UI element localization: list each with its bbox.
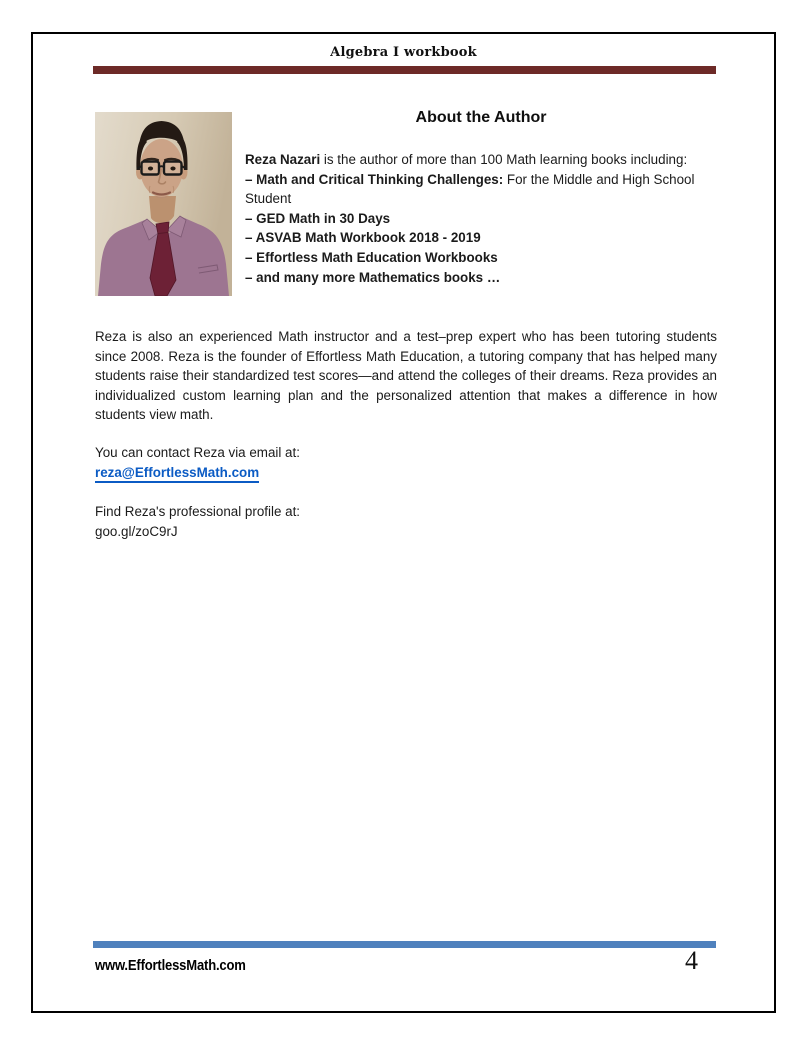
contact-block [95,443,655,541]
about-author-heading: About the Author [415,109,547,126]
author-intro-block [245,150,722,287]
blank-line [95,483,655,503]
book-item: – and many more Mathematics books … [245,269,501,285]
profile-url-line: goo.gl/zoC9rJ [95,523,178,539]
contact-intro-line: You can contact Reza via email at: [95,445,300,460]
email-link[interactable]: reza@EffortlessMath.com [95,465,259,483]
book-item: – ASVAB Math Workbook 2018 - 2019 [245,230,481,246]
book-item: – Effortless Math Education Workbooks [245,249,498,265]
page-header-title: Algebra I workbook [330,45,477,60]
author-photo [95,112,232,296]
author-intro-line: Reza Nazari is the author of more than 100 Math learning books including: [245,152,688,167]
page-number: 4 [685,946,698,975]
profile-intro-line: Find Reza's professional profile at: [95,504,301,520]
author-name: Reza Nazari [245,152,321,167]
book-item: – Math and Critical Thinking Challenges: For the Middle and High School Student [245,171,695,207]
book-item: – GED Math in 30 Days [245,210,391,226]
author-bio-paragraph: Reza is also an experienced Math instructor and a test–prep expert who has been tutoring students since 2008. Reza is the founder of Effortless Math Education, a tutoring company that has helped many students raise their standardized test scores—and attend the colleges of their dreams. Reza provides an individualized custom learning plan and the personalized attention that makes a difference in how students view math. [95,329,717,423]
header-rule [93,66,716,74]
email-line [95,463,655,483]
author-portrait-illustration [95,112,232,296]
footer-website-url: www.EffortlessMath.com [95,958,246,974]
